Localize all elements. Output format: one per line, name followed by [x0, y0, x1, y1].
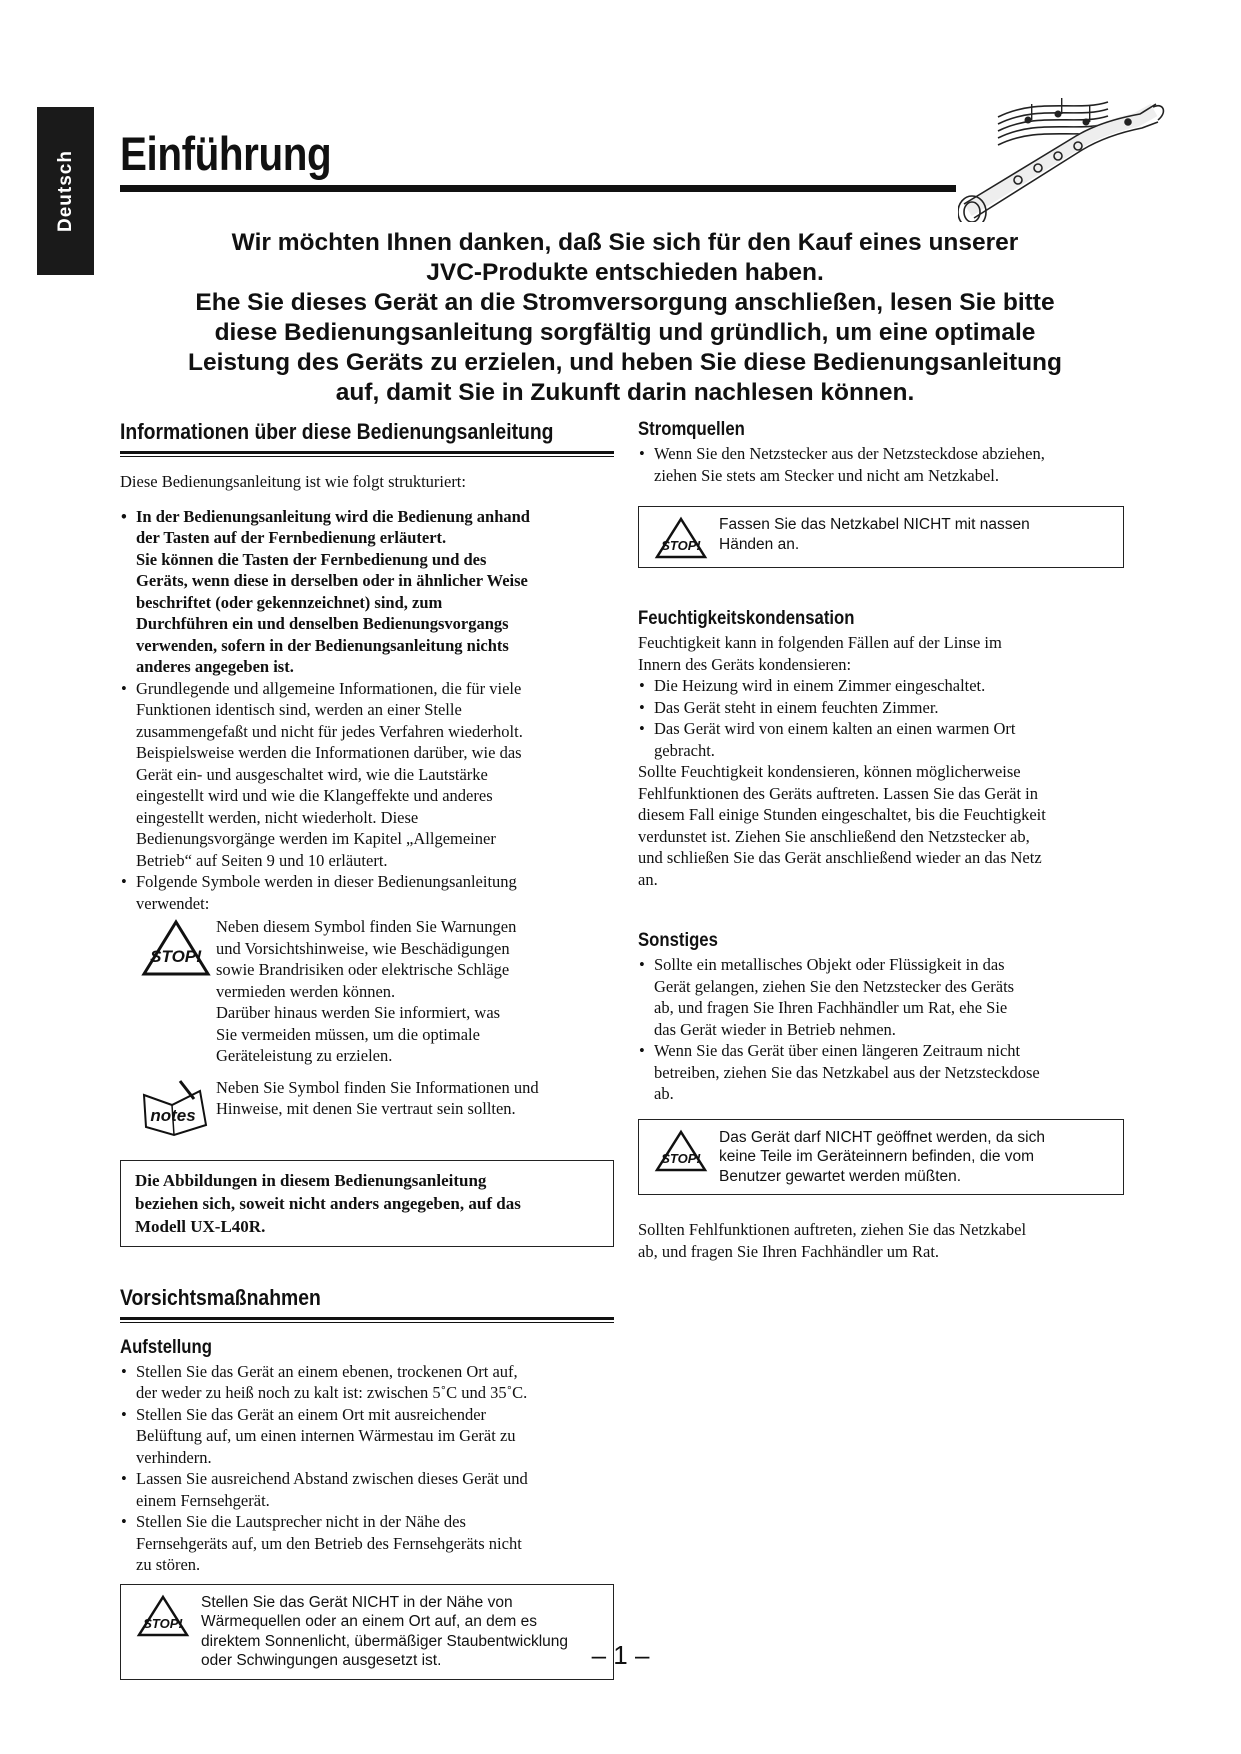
power-warning-text: Fassen Sie das Netzkabel NICHT mit nassen Händen an. — [719, 516, 1030, 553]
placement-warning-text: Stellen Sie das Gerät NICHT in der Nähe von Wärmequellen oder an einem Ort auf, an dem es direktem Sonnenlicht, übermäßiger Staubentwicklung oder Schwingungen ausgesetzt ist. — [201, 1593, 569, 1669]
misc-warning-text: Das Gerät darf NICHT geöffnet werden, da sich keine Teile im Geräteinnern befinden, die vom Benutzer gewartet werden müßten. — [719, 1128, 1045, 1185]
intro-line: Ehe Sie dieses Gerät an die Stromversorgung anschließen, lesen Sie bitte — [195, 289, 1055, 316]
language-tab-label: Deutsch — [54, 150, 76, 232]
list-item: • Grundlegende und allgemeine Informationen, die für viele Funktionen identisch sind, werden an einer Stelle zusammengefaßt und nicht für jedes Verfahren wiederholt. Beispielsweise werden die Informationen darüber, wie das Gerät ein- und ausgeschaltet wird, wie die Lautstärke eingestellt wird und wie die Klangeffekte und anderes eingestellt werden, nicht wiederholt. Diese Bedienungsvorgänge werden im Kapitel „Allgemeiner Betrieb“ auf Seiten 9 und 10 erläutert. — [120, 678, 614, 872]
condensation-intro: Feuchtigkeit kann in folgenden Fällen auf der Linse im Innern des Geräts kondensieren: — [638, 633, 1002, 674]
svg-text:STOP!: STOP! — [661, 1150, 701, 1166]
notes-icon — [136, 1077, 216, 1142]
intro-line: JVC-Produkte entschieden haben. — [426, 259, 824, 286]
section-rule — [120, 451, 614, 457]
condensation-list — [638, 675, 1134, 761]
list-item: • Wenn Sie das Gerät über einen längeren Zeitraum nicht betreiben, ziehen Sie das Netzkabel aus der Netzsteckdose ab. — [638, 1040, 1134, 1105]
stop-warning-icon — [651, 515, 711, 559]
misc-list — [638, 954, 1134, 1105]
language-tab — [37, 107, 94, 275]
svg-text:STOP!: STOP! — [150, 947, 202, 966]
intro-line: Wir möchten Ihnen danken, daß Sie sich für den Kauf eines unserer — [231, 229, 1019, 256]
power-list — [638, 443, 1134, 486]
list-item: • Folgende Symbole werden in dieser Bedienungsanleitung verwendet: — [120, 871, 614, 914]
precautions-heading: Vorsichtsmaßnahmen — [120, 1284, 321, 1310]
list-item: • Die Heizung wird in einem Zimmer eingeschaltet. — [638, 675, 1134, 697]
power-heading: Stromquellen — [638, 419, 745, 440]
section-rule — [120, 1317, 614, 1323]
misc-outro: Sollten Fehlfunktionen auftreten, ziehen Sie das Netzkabel ab, und fragen Sie Ihren Fachhändler um Rat. — [638, 1220, 1027, 1261]
list-item: • In der Bedienungsanleitung wird die Bedienung anhand der Tasten auf der Fernbedienung erläutert. Sie können die Tasten der Fernbedienung und des Geräts, wenn diese in derselben oder in ähnlicher Weise beschriftet (oder gekennzeichnet) sind, zum Durchführen ein und denselben Bedienungsvorgangs verwenden, sofern in der Bedienungsanleitung nichts anderes angegeben ist. — [120, 506, 614, 678]
list-item: • Stellen Sie das Gerät an einem ebenen, trockenen Ort auf, der weder zu heiß noch zu kalt ist: zwischen 5˚C und 35˚C. — [120, 1361, 614, 1404]
list-item: • Lassen Sie ausreichend Abstand zwischen dieses Gerät und einem Fernsehgerät. — [120, 1468, 614, 1511]
list-item: • Das Gerät wird von einem kalten an einen warmen Ort gebracht. — [638, 718, 1134, 761]
stop-warning-icon — [133, 1593, 193, 1637]
list-item: • Sollte ein metallisches Objekt oder Flüssigkeit in das Gerät gelangen, ziehen Sie den Netzstecker des Geräts ab, und fragen Sie Ihren Fachhändler um Rat, ehe Sie das Gerät wieder in Betrieb nehmen. — [638, 954, 1134, 1040]
power-warning-box — [638, 506, 1124, 568]
svg-text:STOP!: STOP! — [143, 1615, 183, 1631]
placement-list — [120, 1361, 614, 1576]
notes-symbol-row — [136, 1077, 614, 1142]
notes-symbol-text: Neben Sie Symbol finden Sie Informationen und Hinweise, mit denen Sie vertraut sein sollten. — [216, 1077, 539, 1118]
info-list — [120, 506, 614, 915]
misc-warning-box — [638, 1119, 1124, 1196]
list-item: • Wenn Sie den Netzstecker aus der Netzsteckdose abziehen, ziehen Sie stets am Stecker und nicht am Netzkabel. — [638, 443, 1134, 486]
intro-text — [120, 228, 1130, 408]
page-number: – 1 – — [591, 1640, 650, 1670]
placement-subheading: Aufstellung — [120, 1336, 212, 1358]
intro-line: diese Bedienungsanleitung sorgfältig und gründlich, um eine optimale — [214, 319, 1036, 346]
model-note-box: Die Abbildungen in diesem Bedienungsanleitung beziehen sich, soweit nicht anders angegeben, auf das Modell UX-L40R. — [120, 1160, 614, 1247]
stop-symbol-text: Neben diesem Symbol finden Sie Warnungen und Vorsichtshinweise, wie Beschädigungen sowie Brandrisiken oder elektrische Schläge vermieden werden können. Darüber hinaus werden Sie informiert, was Sie vermeiden müssen, um die optimale Geräteleistung zu erzielen. — [216, 917, 517, 1065]
svg-text:STOP!: STOP! — [661, 538, 701, 553]
info-intro: Diese Bedienungsanleitung ist wie folgt strukturiert: — [120, 472, 466, 491]
misc-heading: Sonstiges — [638, 930, 718, 951]
list-item: • Das Gerät steht in einem feuchten Zimmer. — [638, 697, 1134, 719]
stop-warning-icon — [136, 916, 216, 987]
intro-line: Leistung des Geräts zu erzielen, und heben Sie diese Bedienungsanleitung — [187, 349, 1062, 376]
condensation-outro: Sollte Feuchtigkeit kondensieren, können möglicherweise Fehlfunktionen des Geräts auftreten. Lassen Sie das Gerät in diesem Fall einige Stunden eingeschaltet, bis die Feuchtigkeit verdunstet ist. Ziehen Sie anschließend den Netzstecker ab, und schließen Sie das Gerät anschließend wieder an das Netz an. — [638, 762, 1046, 889]
list-item: • Stellen Sie die Lautsprecher nicht in der Nähe des Fernsehgeräts auf, um den Betrieb des Fernsehgeräts nicht zu stören. — [120, 1511, 614, 1576]
intro-line: auf, damit Sie in Zukunft darin nachlesen können. — [335, 379, 915, 406]
info-heading: Informationen über diese Bedienungsanleitung — [120, 419, 554, 444]
stop-warning-icon — [651, 1128, 711, 1172]
right-column — [638, 419, 1134, 1262]
list-item: • Stellen Sie das Gerät an einem Ort mit ausreichender Belüftung auf, um einen internen Wärmestau im Gerät zu verhindern. — [120, 1404, 614, 1469]
svg-text:notes: notes — [150, 1105, 196, 1125]
page-title: Einführung — [120, 127, 332, 180]
title-rule — [120, 185, 956, 192]
saxophone-music-illustration — [958, 92, 1168, 222]
left-column — [120, 419, 614, 1680]
stop-symbol-row — [136, 916, 614, 1067]
condensation-heading: Feuchtigkeitskondensation — [638, 608, 855, 629]
